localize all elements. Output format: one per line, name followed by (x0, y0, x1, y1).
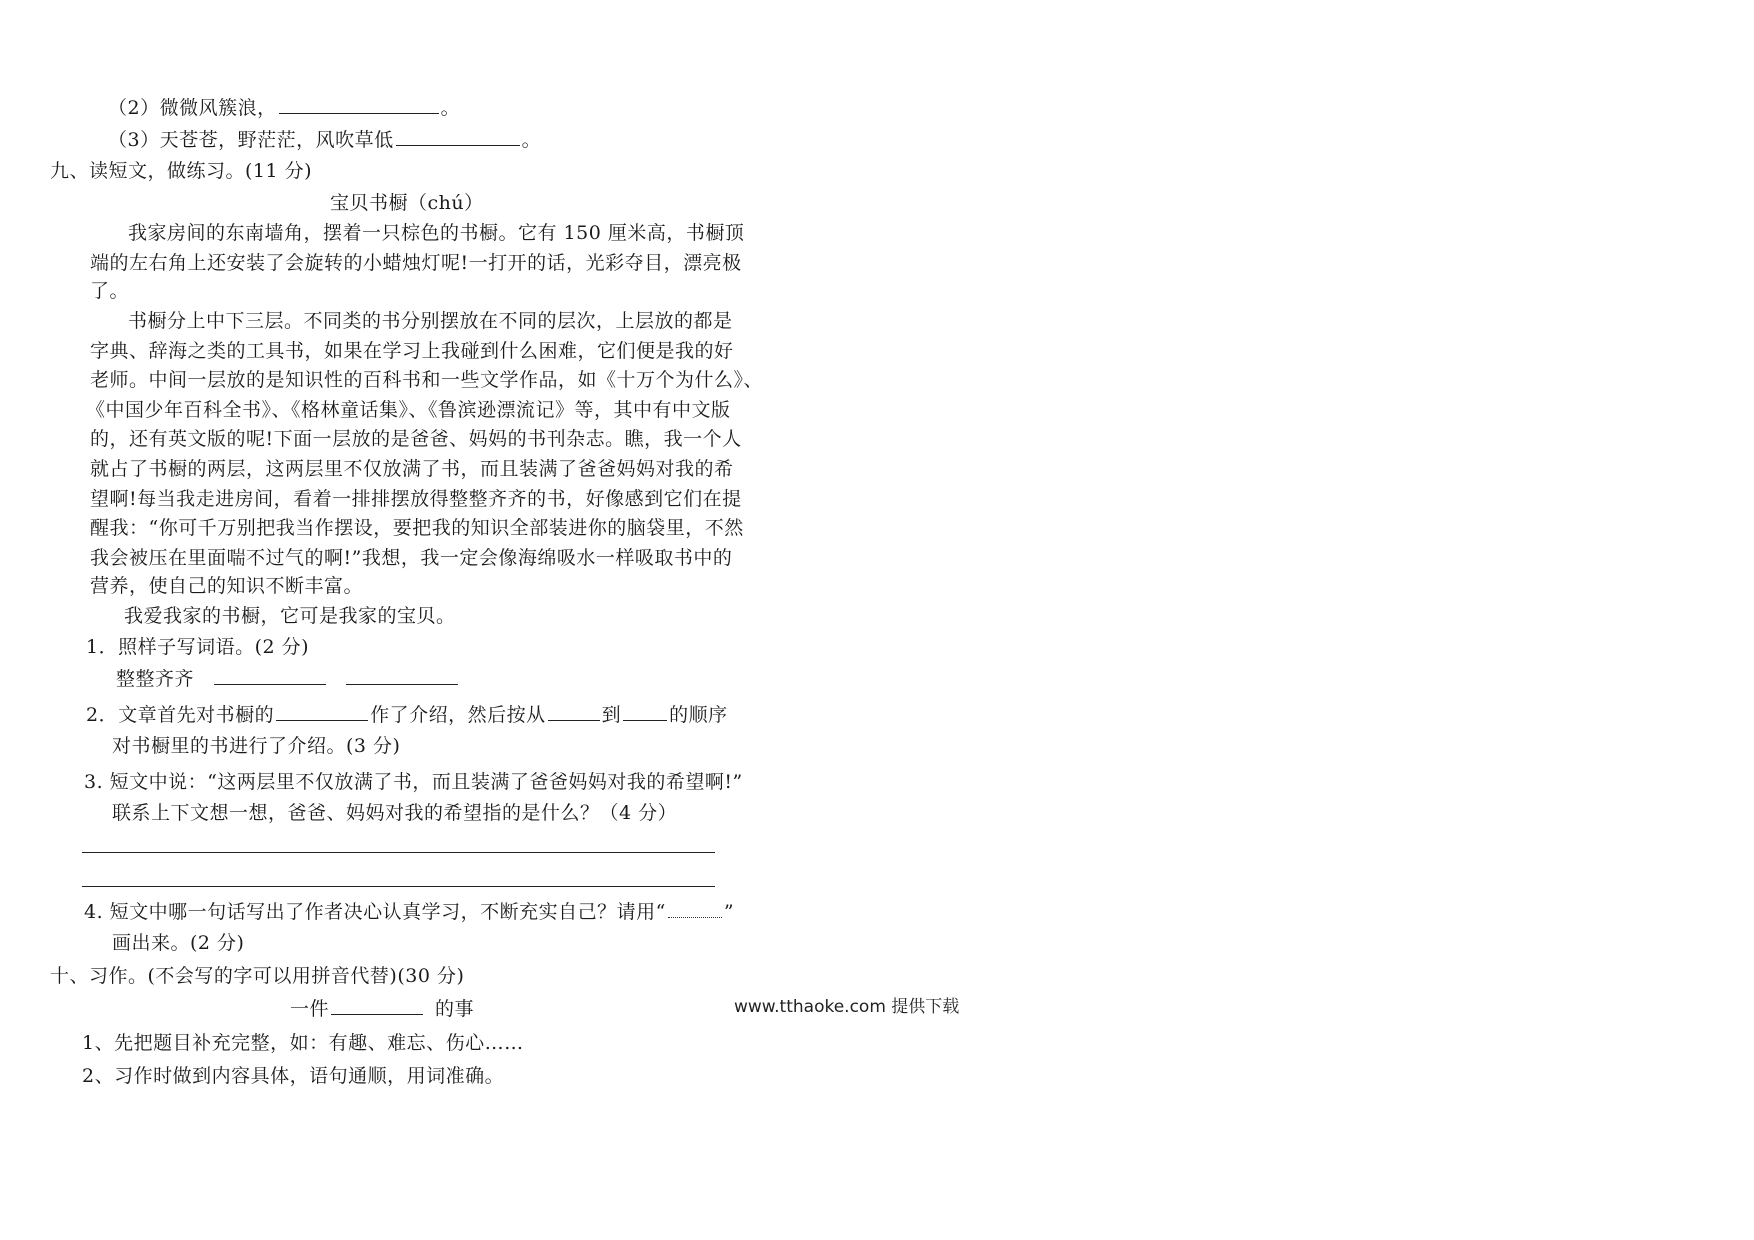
question-3-line-1: 3. 短文中说：“这两层里不仅放满了书，而且装满了爸爸妈妈对我的希望啊!” (84, 771, 743, 793)
para2-line-3: 老师。中间一层放的是知识性的百科书和一些文学作品，如《十万个为什么》、 (90, 369, 764, 391)
composition-title-blank[interactable] (331, 996, 423, 1015)
question-2-blank-3[interactable] (623, 702, 667, 721)
poem-line-2: （2）微微风簇浪， 。 (108, 97, 461, 119)
site-watermark: www.tthaoke.com 提供下载 (734, 997, 960, 1017)
question-1-blank-1[interactable] (214, 666, 326, 685)
question-1-example: 整整齐齐 (116, 668, 195, 690)
question-1-blank-2[interactable] (346, 666, 458, 685)
section-10-heading: 十、习作。(不会写的字可以用拼音代替)(30 分) (50, 965, 465, 987)
poem-line-3: （3）天苍苍，野茫茫，风吹草低 。 (108, 129, 542, 151)
question-1-answers (116, 666, 460, 692)
para2-line-9: 我会被压在里面喘不过气的啊!”我想，我一定会像海绵吸水一样吸取书中的 (90, 547, 733, 569)
poem-line-2-blank[interactable] (279, 95, 439, 114)
question-3-line-2: 联系上下文想一想，爸爸、妈妈对我的希望指的是什么？（4 分） (112, 802, 678, 824)
question-4-line-1: 4. 短文中哪一句话写出了作者决心认真学习，不断充实自己？请用“ ” (84, 901, 735, 923)
para2-line-10: 营养，使自己的知识不断丰富。 (90, 575, 364, 597)
section-9-heading: 九、读短文，做练习。(11 分) (50, 160, 313, 182)
composition-requirement-1: 1、先把题目补充完整，如：有趣、难忘、伤心…… (82, 1032, 524, 1054)
question-2-line-1: 2．文章首先对书橱的 作了介绍，然后按从 到 的顺序 (86, 704, 728, 726)
question-4-line-2: 画出来。(2 分) (112, 932, 245, 954)
article-title: 宝贝书橱（chú） (330, 192, 484, 214)
para2-line-1: 书橱分上中下三层。不同类的书分别摆放在不同的层次，上层放的都是 (128, 310, 733, 332)
para1-line-2: 端的左右角上还安装了会旋转的小蜡烛灯呢!一打开的话，光彩夺目，漂亮极 (90, 252, 742, 274)
question-3-answer-line-1[interactable] (82, 852, 715, 853)
para2-line-6: 就占了书橱的两层，这两层里不仅放满了书，而且装满了爸爸妈妈对我的希 (90, 458, 734, 480)
para3: 我爱我家的书橱，它可是我家的宝贝。 (124, 605, 456, 627)
question-4-wavy-line-sample (668, 899, 722, 918)
para1-line-3: 了。 (90, 280, 130, 302)
composition-title: 一件 的事 (290, 998, 475, 1020)
poem-line-3-blank[interactable] (396, 127, 520, 146)
para2-line-4: 《中国少年百科全书》、《格林童话集》、《鲁滨逊漂流记》等，其中有中文版 (86, 399, 731, 421)
composition-requirement-2: 2、习作时做到内容具体，语句通顺，用词准确。 (82, 1065, 505, 1087)
question-2-blank-1[interactable] (276, 702, 368, 721)
question-3-answer-line-2[interactable] (82, 886, 715, 887)
question-2-line-2: 对书橱里的书进行了介绍。(3 分) (112, 735, 401, 757)
para2-line-7: 望啊!每当我走进房间，看着一排排摆放得整整齐齐的书，好像感到它们在提 (90, 488, 742, 510)
para2-line-5: 的，还有英文版的呢!下面一层放的是爸爸、妈妈的书刊杂志。瞧，我一个人 (90, 428, 742, 450)
para2-line-2: 字典、辞海之类的工具书，如果在学习上我碰到什么困难，它们便是我的好 (90, 340, 734, 362)
para2-line-8: 醒我：“你可千万别把我当作摆设，要把我的知识全部装进你的脑袋里，不然 (90, 517, 744, 539)
question-1: 1．照样子写词语。(2 分) (86, 636, 310, 658)
para1-line-1: 我家房间的东南墙角，摆着一只棕色的书橱。它有 150 厘米高，书橱顶 (128, 222, 745, 244)
question-2-blank-2[interactable] (548, 702, 600, 721)
